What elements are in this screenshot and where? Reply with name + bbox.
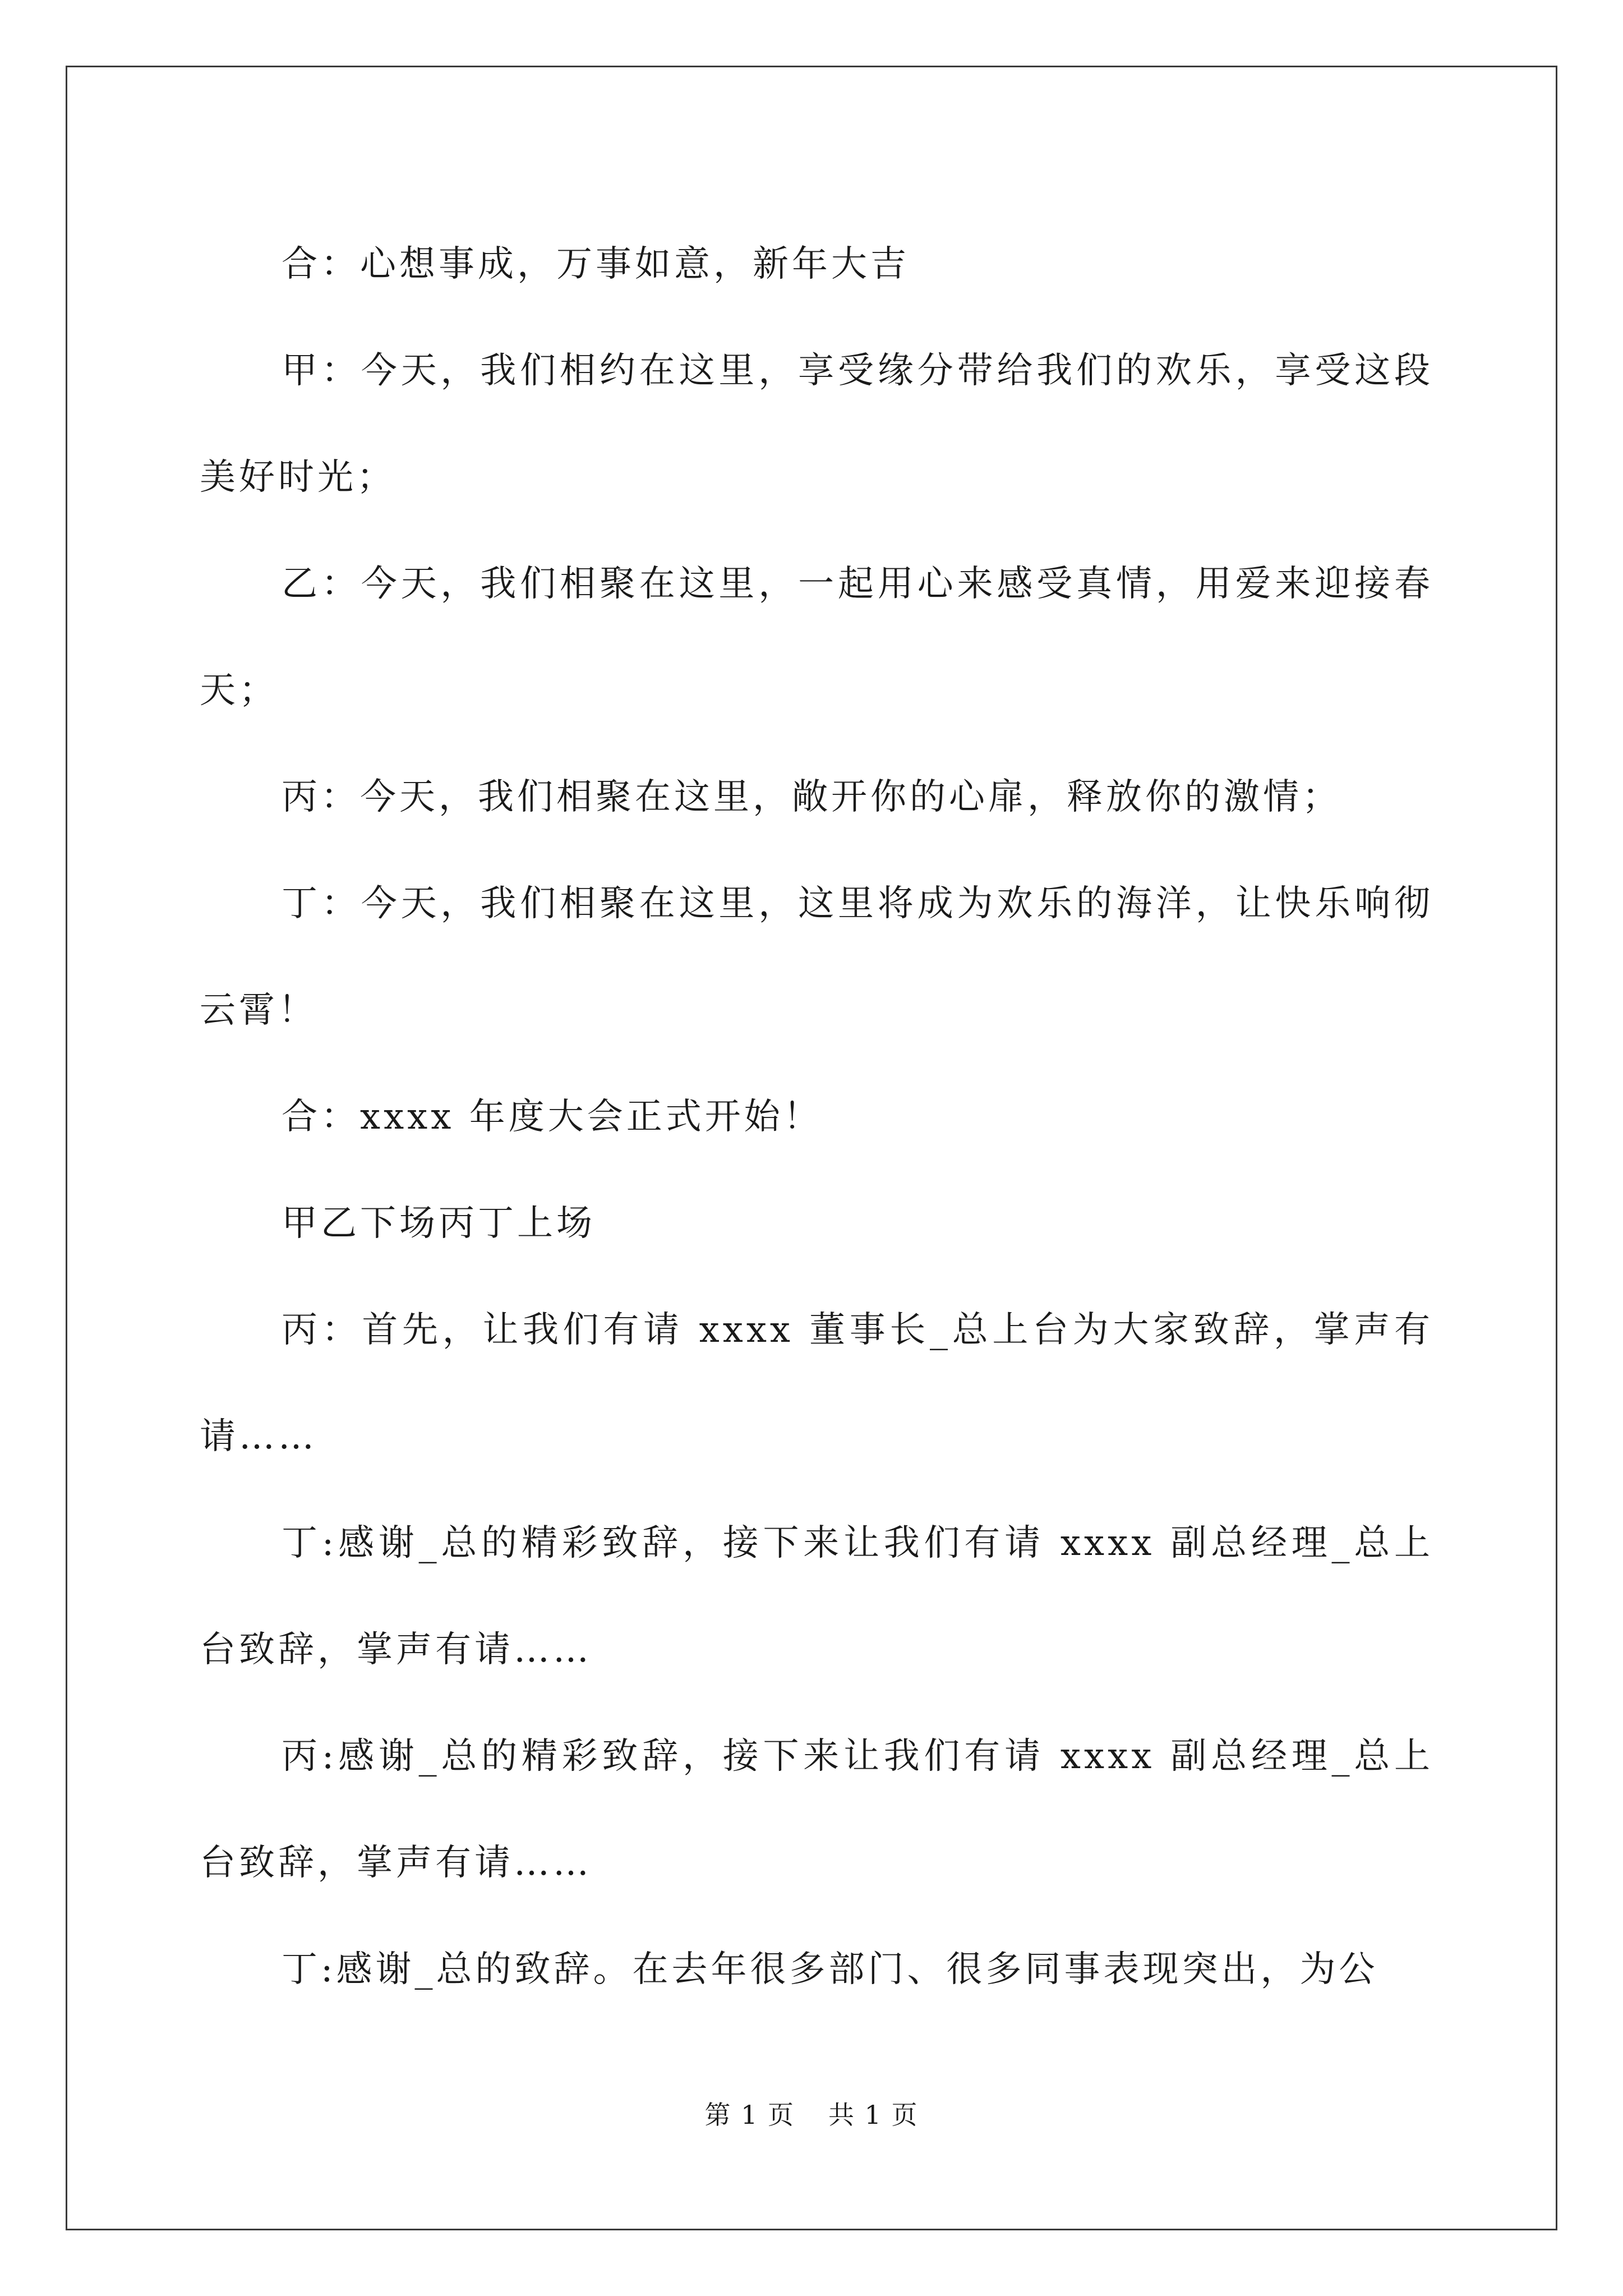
paragraph: 丙:感谢_总的精彩致辞，接下来让我们有请 xxxx 副总经理_总上台致辞，掌声有请…… bbox=[200, 1736, 1433, 1884]
page-footer bbox=[0, 2098, 1623, 2132]
paragraph: 丁:感谢_总的精彩致辞，接下来让我们有请 xxxx 副总经理_总上台致辞，掌声有请…… bbox=[200, 1522, 1433, 1671]
page-number-current: 第 1 页 bbox=[704, 2100, 795, 2130]
paragraph: 甲乙下场丙丁上场 bbox=[282, 1203, 596, 1244]
page-number-total: 共 1 页 bbox=[828, 2100, 919, 2130]
paragraph: 丁:感谢_总的致辞。在去年很多部门、很多同事表现突出，为公 bbox=[282, 1949, 1378, 1990]
paragraph: 丙：今天，我们相聚在这里，敞开你的心扉，释放你的激情； bbox=[282, 776, 1341, 818]
paragraph: 丁：今天，我们相聚在这里，这里将成为欢乐的海洋，让快乐响彻云霄！ bbox=[200, 883, 1433, 1031]
paragraph: 合：心想事成，万事如意，新年大吉 bbox=[282, 243, 910, 285]
paragraph: 丙：首先，让我们有请 xxxx 董事长_总上台为大家致辞，掌声有请…… bbox=[200, 1309, 1433, 1457]
paragraph: 甲：今天，我们相约在这里，享受缘分带给我们的欢乐，享受这段美好时光； bbox=[200, 350, 1433, 498]
document-body bbox=[200, 211, 1433, 2023]
paragraph: 合：xxxx 年度大会正式开始！ bbox=[282, 1096, 823, 1138]
paragraph: 乙：今天，我们相聚在这里，一起用心来感受真情，用爱来迎接春天； bbox=[200, 563, 1433, 711]
